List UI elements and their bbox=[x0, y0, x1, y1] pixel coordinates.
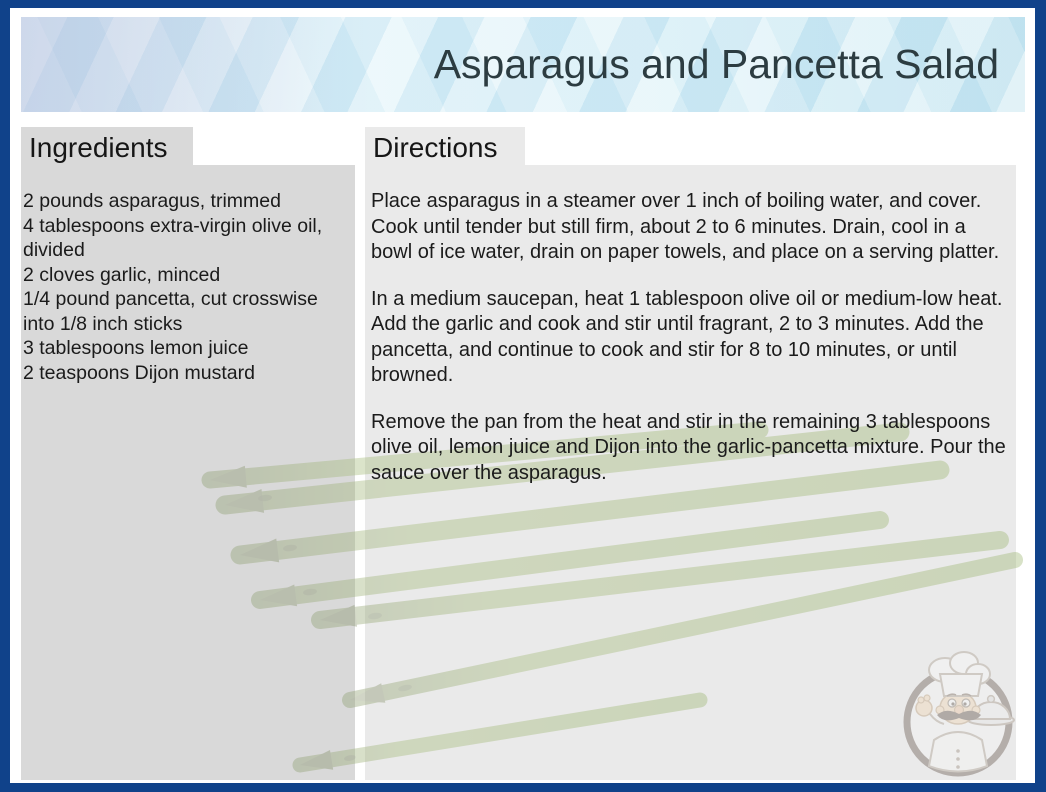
ingredient-item: 1/4 pound pancetta, cut crosswise into 1/8 inch sticks bbox=[23, 288, 318, 335]
chef-logo-icon bbox=[898, 648, 1018, 780]
directions-header-label: Directions bbox=[373, 132, 498, 163]
title-banner bbox=[21, 17, 1025, 112]
ingredients-header-label: Ingredients bbox=[29, 132, 168, 163]
direction-paragraph: Place asparagus in a steamer over 1 inch of boiling water, and cover. Cook until tender but still firm, about 2 to 6 minutes. Drain, cool in a bowl of ice water, drain on paper towels, and place on a serving platter. bbox=[371, 190, 1000, 263]
direction-paragraph: Remove the pan from the heat and stir in the remaining 3 tablespoons olive oil, lemon juice and Dijon into the garlic-pancetta mixture. Pour the sauce over the asparagus. bbox=[371, 410, 1006, 484]
direction-paragraph: In a medium saucepan, heat 1 tablespoon olive oil or medium-low heat. Add the garlic and cook and stir until fragrant, 2 to 3 minutes. Add the pancetta, and continue to cook and stir for 8 to 10 minutes, or until browned. bbox=[371, 287, 1003, 386]
ingredients-list bbox=[23, 189, 325, 385]
page-title: Asparagus and Pancetta Salad bbox=[433, 41, 999, 87]
directions-header bbox=[365, 127, 525, 165]
ingredient-item: 2 cloves garlic, minced bbox=[23, 263, 221, 286]
ingredient-item: 2 pounds asparagus, trimmed bbox=[23, 190, 281, 212]
ingredient-item: 2 teaspoons Dijon mustard bbox=[23, 361, 255, 384]
ingredient-item: 3 tablespoons lemon juice bbox=[23, 337, 249, 359]
directions-text bbox=[371, 189, 1006, 507]
ingredients-header bbox=[21, 127, 193, 165]
ingredient-item: 4 tablespoons extra-virgin olive oil, divided bbox=[23, 214, 323, 261]
